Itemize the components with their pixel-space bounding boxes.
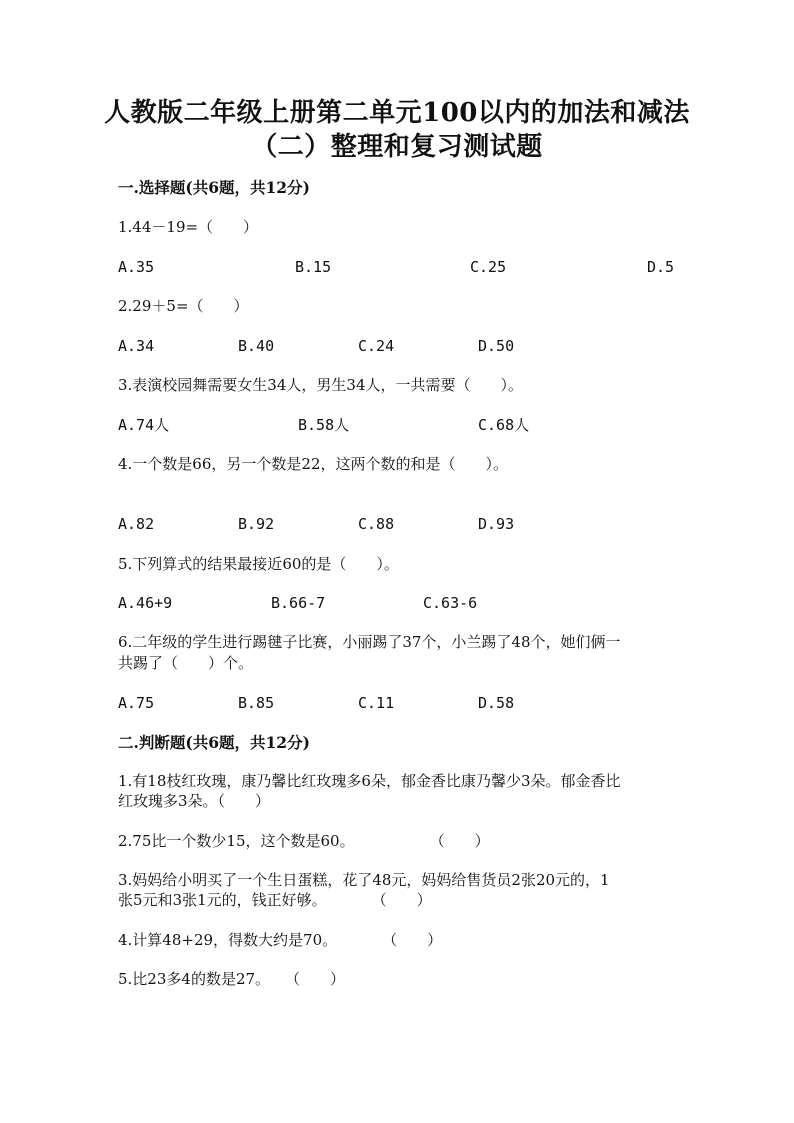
option-d: D.58 <box>478 694 515 712</box>
option-a: A.82 <box>118 515 155 533</box>
option-c: C.11 <box>358 694 395 712</box>
option-a: A.35 <box>118 258 155 276</box>
option-c: C.63-6 <box>423 594 478 612</box>
judge-2: 2.75比一个数少15，这个数是60。 （ ） <box>118 832 490 850</box>
page-title-line1: 人教版二年级上册第二单元100以内的加法和减法 <box>104 98 690 128</box>
judge-5: 5.比23多4的数是27。 （ ） <box>118 970 346 988</box>
option-a: A.74人 <box>118 416 170 434</box>
option-c: C.25 <box>470 258 507 276</box>
judge-3-line2: 张5元和3张1元的，钱正好够。 （ ） <box>118 891 432 909</box>
option-b: B.15 <box>295 258 332 276</box>
option-c: C.24 <box>358 337 395 355</box>
option-d: D.50 <box>478 337 515 355</box>
option-d: D.93 <box>478 515 515 533</box>
judge-3-line1: 3.妈妈给小明买了一个生日蛋糕，花了48元，妈妈给售货员2张20元的，1 <box>118 871 610 889</box>
question-2: 2.29＋5=（ ） <box>118 297 249 315</box>
judge-1-line2: 红玫瑰多3朵。（ ） <box>118 792 271 810</box>
judge-1-line1: 1.有18枝红玫瑰，康乃馨比红玫瑰多6朵，郁金香比康乃馨少3朵。郁金香比 <box>118 772 621 790</box>
question-6-line1: 6.二年级的学生进行踢毽子比赛，小丽踢了37个，小兰踢了48个，她们俩一 <box>118 633 621 651</box>
option-a: A.46+9 <box>118 594 173 612</box>
option-c: C.68人 <box>478 416 530 434</box>
question-6-line2: 共踢了（ ）个。 <box>118 654 254 672</box>
option-a: A.34 <box>118 337 155 355</box>
question-5: 5.下列算式的结果最接近60的是（ ）。 <box>118 555 399 573</box>
option-d: D.5 <box>647 258 675 276</box>
option-b: B.85 <box>238 694 275 712</box>
option-b: B.58人 <box>298 416 350 434</box>
question-4: 4.一个数是66，另一个数是22，这两个数的和是（ ）。 <box>118 455 508 473</box>
judge-4: 4.计算48+29，得数大约是70。 （ ） <box>118 931 443 949</box>
option-a: A.75 <box>118 694 155 712</box>
section-heading-choice: 一.选择题(共6题，共12分) <box>118 178 310 197</box>
option-c: C.88 <box>358 515 395 533</box>
page-title-line2: （二）整理和复习测试题 <box>251 132 543 162</box>
option-b: B.40 <box>238 337 275 355</box>
question-1: 1.44－19=（ ） <box>118 218 259 236</box>
question-3: 3.表演校园舞需要女生34人，男生34人，一共需要（ ）。 <box>118 376 523 394</box>
option-b: B.92 <box>238 515 275 533</box>
option-b: B.66-7 <box>271 594 326 612</box>
section-heading-judgement: 二.判断题(共6题，共12分) <box>118 733 310 752</box>
